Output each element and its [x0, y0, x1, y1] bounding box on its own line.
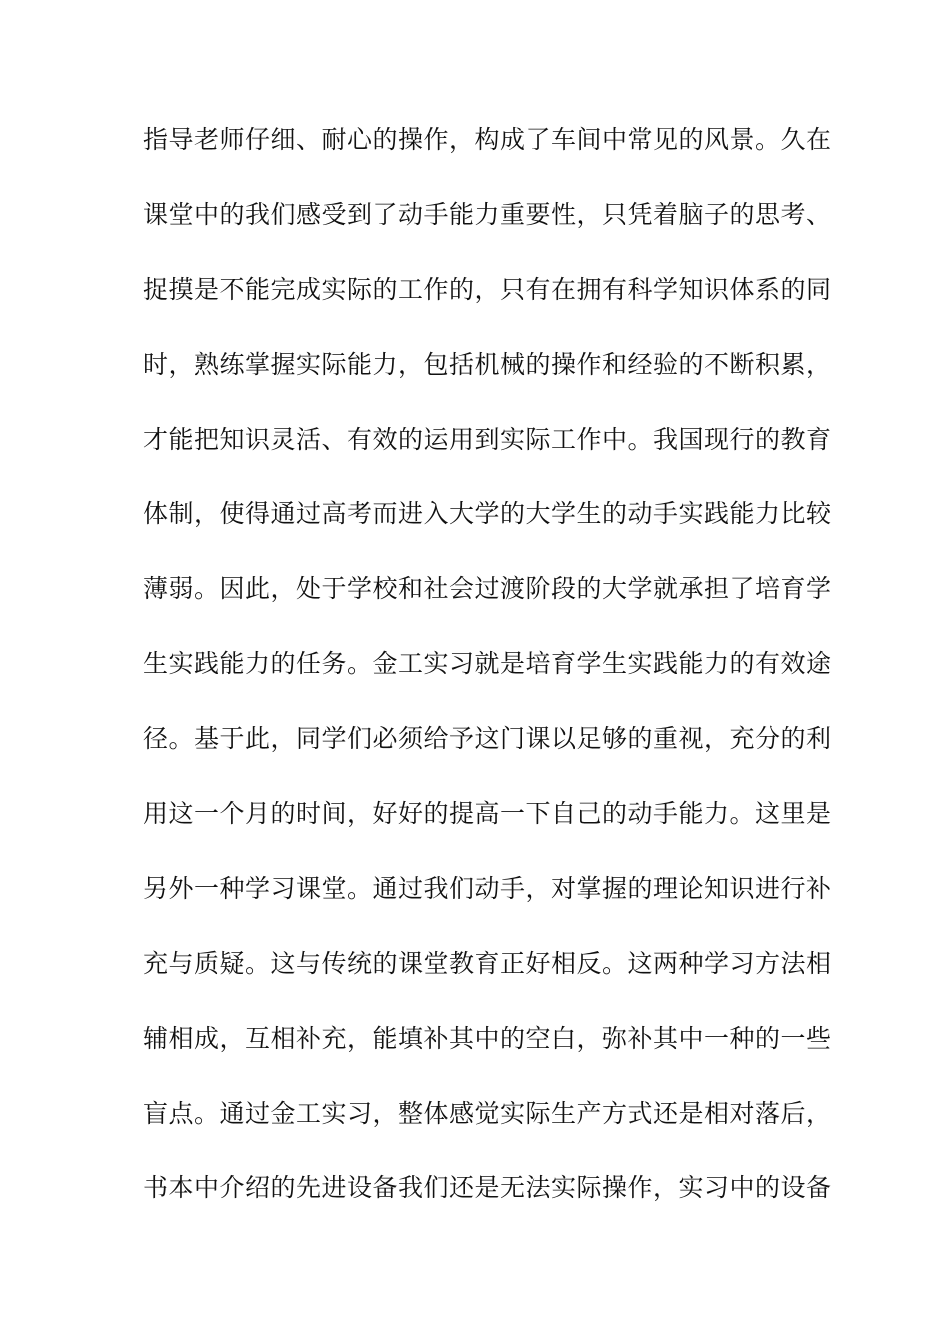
text-line: 捉摸是不能完成实际的工作的，只有在拥有科学知识体系的同 [143, 274, 832, 304]
text-line: 体制，使得通过高考而进入大学的大学生的动手实践能力比较 [143, 499, 832, 529]
text-line: 才能把知识灵活、有效的运用到实际工作中。我国现行的教育 [143, 424, 832, 454]
text-line: 另外一种学习课堂。通过我们动手，对掌握的理论知识进行补 [143, 873, 832, 903]
text-line: 薄弱。因此，处于学校和社会过渡阶段的大学就承担了培育学 [143, 574, 832, 604]
text-line: 用这一个月的时间，好好的提高一下自己的动手能力。这里是 [143, 799, 832, 829]
text-line: 充与质疑。这与传统的课堂教育正好相反。这两种学习方法相 [143, 948, 832, 978]
text-line: 辅相成，互相补充，能填补其中的空白，弥补其中一种的一些 [143, 1023, 832, 1053]
text-line: 生实践能力的任务。金工实习就是培育学生实践能力的有效途 [143, 649, 832, 679]
text-line: 盲点。通过金工实习，整体感觉实际生产方式还是相对落后， [143, 1098, 832, 1128]
text-line: 课堂中的我们感受到了动手能力重要性，只凭着脑子的思考、 [143, 199, 832, 229]
text-line: 径。基于此，同学们必须给予这门课以足够的重视，充分的利 [143, 724, 832, 754]
body-paragraph [143, 125, 832, 1249]
text-line: 指导老师仔细、耐心的操作，构成了车间中常见的风景。久在 [143, 125, 832, 154]
text-line: 书本中介绍的先进设备我们还是无法实际操作，实习中的设备 [143, 1173, 832, 1203]
text-line: 时，熟练掌握实际能力，包括机械的操作和经验的不断积累， [143, 349, 832, 379]
